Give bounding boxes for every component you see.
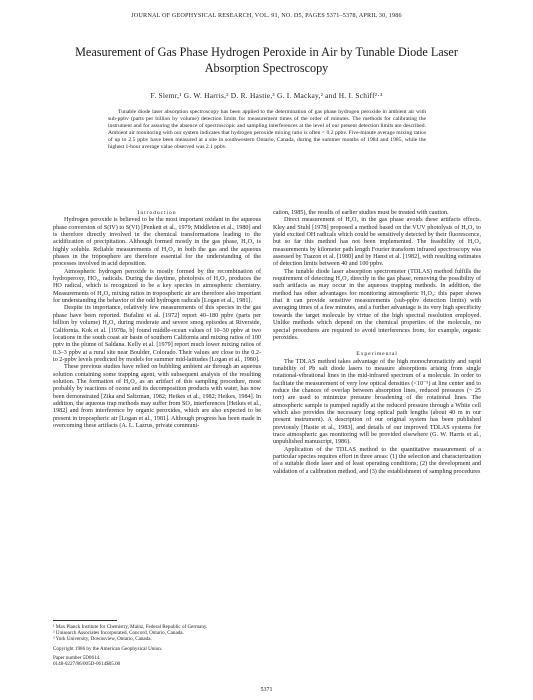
copyright-notice: Copyright 1986 by the American Geophysical Union. [53, 645, 163, 652]
paragraph: The tunable diode laser absorption spectrometer (TDLAS) method fulfills the requirement of detecting H₂O₂ directly in the gas phase, removing the possibility of such artifacts as may occur in the aqueous trapping methods. In addition, the method has other advantages for monitoring atmospheric H₂O₂: this paper shows that it can provide sensitive measurements (sub-ppbv detection limits) with averaging times of a few minutes, and a further advantage is its very high specificity towards the target molecule by virtue of the high spectral resolution employed. Unlike methods which depend on the chemical properties of the molecule, no special procedures are required to avoid interferences from, for example, organic peroxides. [273, 268, 481, 341]
section-heading-experimental: Experimental [356, 351, 398, 358]
paragraph: The TDLAS method takes advantage of the high monochromaticity and rapid tunability of Pb salt diode lasers to measure absorptions arising from single rotational-vibrational lines in the mid-infrared spectrum of a molecule. In order to facilitate the measurement of very low optical densities (<10⁻⁵) at line center and to reduce the chances of overlap between absorption lines, reduced pressures (~ 25 torr) are used to minimize pressure broadening of the rotational lines. The atmospheric sample is pumped rapidly at the reduced pressure through a White cell which also provides the necessary long optical path lengths (about 40 m in our present instrument). A description of our original system has been published previously [Hastie et al., 1983], and details of our improved TDLAS systems for trace atmospheric gas monitoring will be provided elsewhere (G. W. Harris et al., unpublished manuscript, 1986). [273, 358, 481, 446]
paragraph: These previous studies have relied on bubbling ambient air through an aqueous solution containing some trapping agent, with subsequent analysis of the resulting solution. The formation of H₂O₂ as an artifact of this sampling procedure, most probably by reactions of ozone and its decomposition products with water, has now been demonstrated [Zika and Saltzman, 1982; Heikes et al., 1982; Heikes, 1984]. In addition, the aqueous trap methods may suffer from SO₂ interferences [Heikes et al., 1982] and from interference by organic peroxides, which are also expected to be present in tropospheric air [Logan et al., 1981]. Although progress has been made in overcoming these artifacts (A. L. Lazrus, private communi- [53, 364, 261, 429]
footnotes [53, 624, 261, 667]
right-column [273, 210, 481, 476]
publication-code: 0148-0227/86/005D-0614$05.00 [53, 661, 121, 668]
author-list: F. Slemr,¹ G. W. Harris,² D. R. Hastie,³ G. I. Mackay,² and H. I. Schiff²·³ [150, 91, 383, 100]
paragraph: Despite its importance, relatively few measurements of this species in the gas phase have been reported. Bufalini et al. [1972] report 40–180 ppbv (parts per billion by volume) H₂O₂ during moderate and severe smog episodes at Riverside, California. Kok et al. [1978a, b] found middle-ocean values of 10–30 ppbv at two locations in the south coast air basin of southern California and mixing ratios of 100 pptv in the plume of Saldana. Kelly et al. [1979] report much lower mixing ratios of 0.3–3 ppbv at a rural site near Boulder, Colorado. Their values are close to the 0.2- to 2-ppbv levels predicted by models for summer mid-latitudes [Logan et al., 1980]. [53, 305, 261, 363]
footnote-affiliation: ¹ Max Planck Institute for Chemistry, Mainz, Federal Republic of Germany. [53, 624, 208, 630]
page-number: 5371 [260, 687, 273, 693]
left-column [53, 210, 261, 430]
footnote-affiliation: ³ York University, Downsview, Ontario, Canada. [53, 636, 152, 643]
paragraph: Hydrogen peroxide is believed to be the most important oxidant in the aqueous phase conversion of S(IV) to S(VI) [Penkett et al., 1979; Middleton et al., 1980] and is therefore directly involved in the chemical transformations leading to the acidification of precipitation. Although formed mostly in the gas phase, H₂O₂ is highly soluble. Reliable measurements of H₂O₂ in both the gas and the aqueous phases in the troposphere are therefore essential for the understanding of the processes involved in acid deposition. [53, 217, 261, 268]
article-title: Measurement of Gas Phase Hydrogen Peroxide in Air by Tunable Diode Laser Absorption Spectroscopy [75, 45, 458, 75]
footnote-divider [53, 620, 117, 621]
running-head: JOURNAL OF GEOPHYSICAL RESEARCH, VOL. 91, NO. D5, PAGES 5371–5378, APRIL 30, 1986 [131, 12, 402, 19]
paper-number: Paper number 5D0614. [53, 654, 101, 661]
paragraph: Direct measurement of H₂O₂ in the gas phase avoids these artifacts effects. Kley and Stuhl [1978] proposed a method based on the VUV photolysis of H₂O₂ to yield excited OH radicals which could be sensitively detected by their fluorescence, but so far this method has not been implemented. The feasibility of H₂O₂ measurements by kilometer path length Fourier transform infrared spectroscopy was assessed by Tuazon et al. [1980] and by Hanst et al. [1982], with resulting estimates of detection limits between 40 and 100 ppbv. [273, 217, 481, 268]
footnote-affiliation: ² Unisearch Associates Incorporated, Concord, Ontario, Canada. [53, 630, 184, 637]
paragraph: cation, 1985), the results of earlier studies must be treated with caution. [273, 210, 449, 216]
section-heading-introduction: Introduction [137, 210, 177, 216]
abstract: Tunable diode laser absorption spectroscopy has been applied to the determination of gas phase hydrogen peroxide in ambient air with sub-ppbv (parts per billion by volume) detection limits for measurement times of the order of minutes. The methods for calibrating the instrument and for assuring the absence of spectroscopic and sampling interferences at the level of our present detection limits are described. Ambient air monitoring with our system indicates that hydrogen peroxide mixing ratio is often < 0.2 ppbv. Five-minute average mixing ratios of up to 2.5 ppbv have been measured at a site in southwestern Ontario, Canada, during the summer months of 1984 and 1985, while the highest 1-hour average value observed was 2.1 ppbv. [108, 109, 426, 151]
paragraph: Application of the TDLAS method to the quantitative measurement of a particular species requires effort in three areas: (1) the selection and characterization of a suitable diode laser and of least operating conditions; (2) the development and validation of a calibration method, and (3) the establishment of sampling procedures [273, 446, 481, 475]
paragraph: Atmospheric hydrogen peroxide is mostly formed by the recombination of hydroperoxy, HO₂, radicals. During the daytime, photolysis of H₂O₂ produces the HO radical, which is recognized to be a key species in atmospheric chemistry. Measurements of H₂O₂ mixing ratios in tropospheric air are therefore also important for understanding the behavior of the odd hydrogen radicals [Logan et al., 1981]. [53, 268, 261, 305]
